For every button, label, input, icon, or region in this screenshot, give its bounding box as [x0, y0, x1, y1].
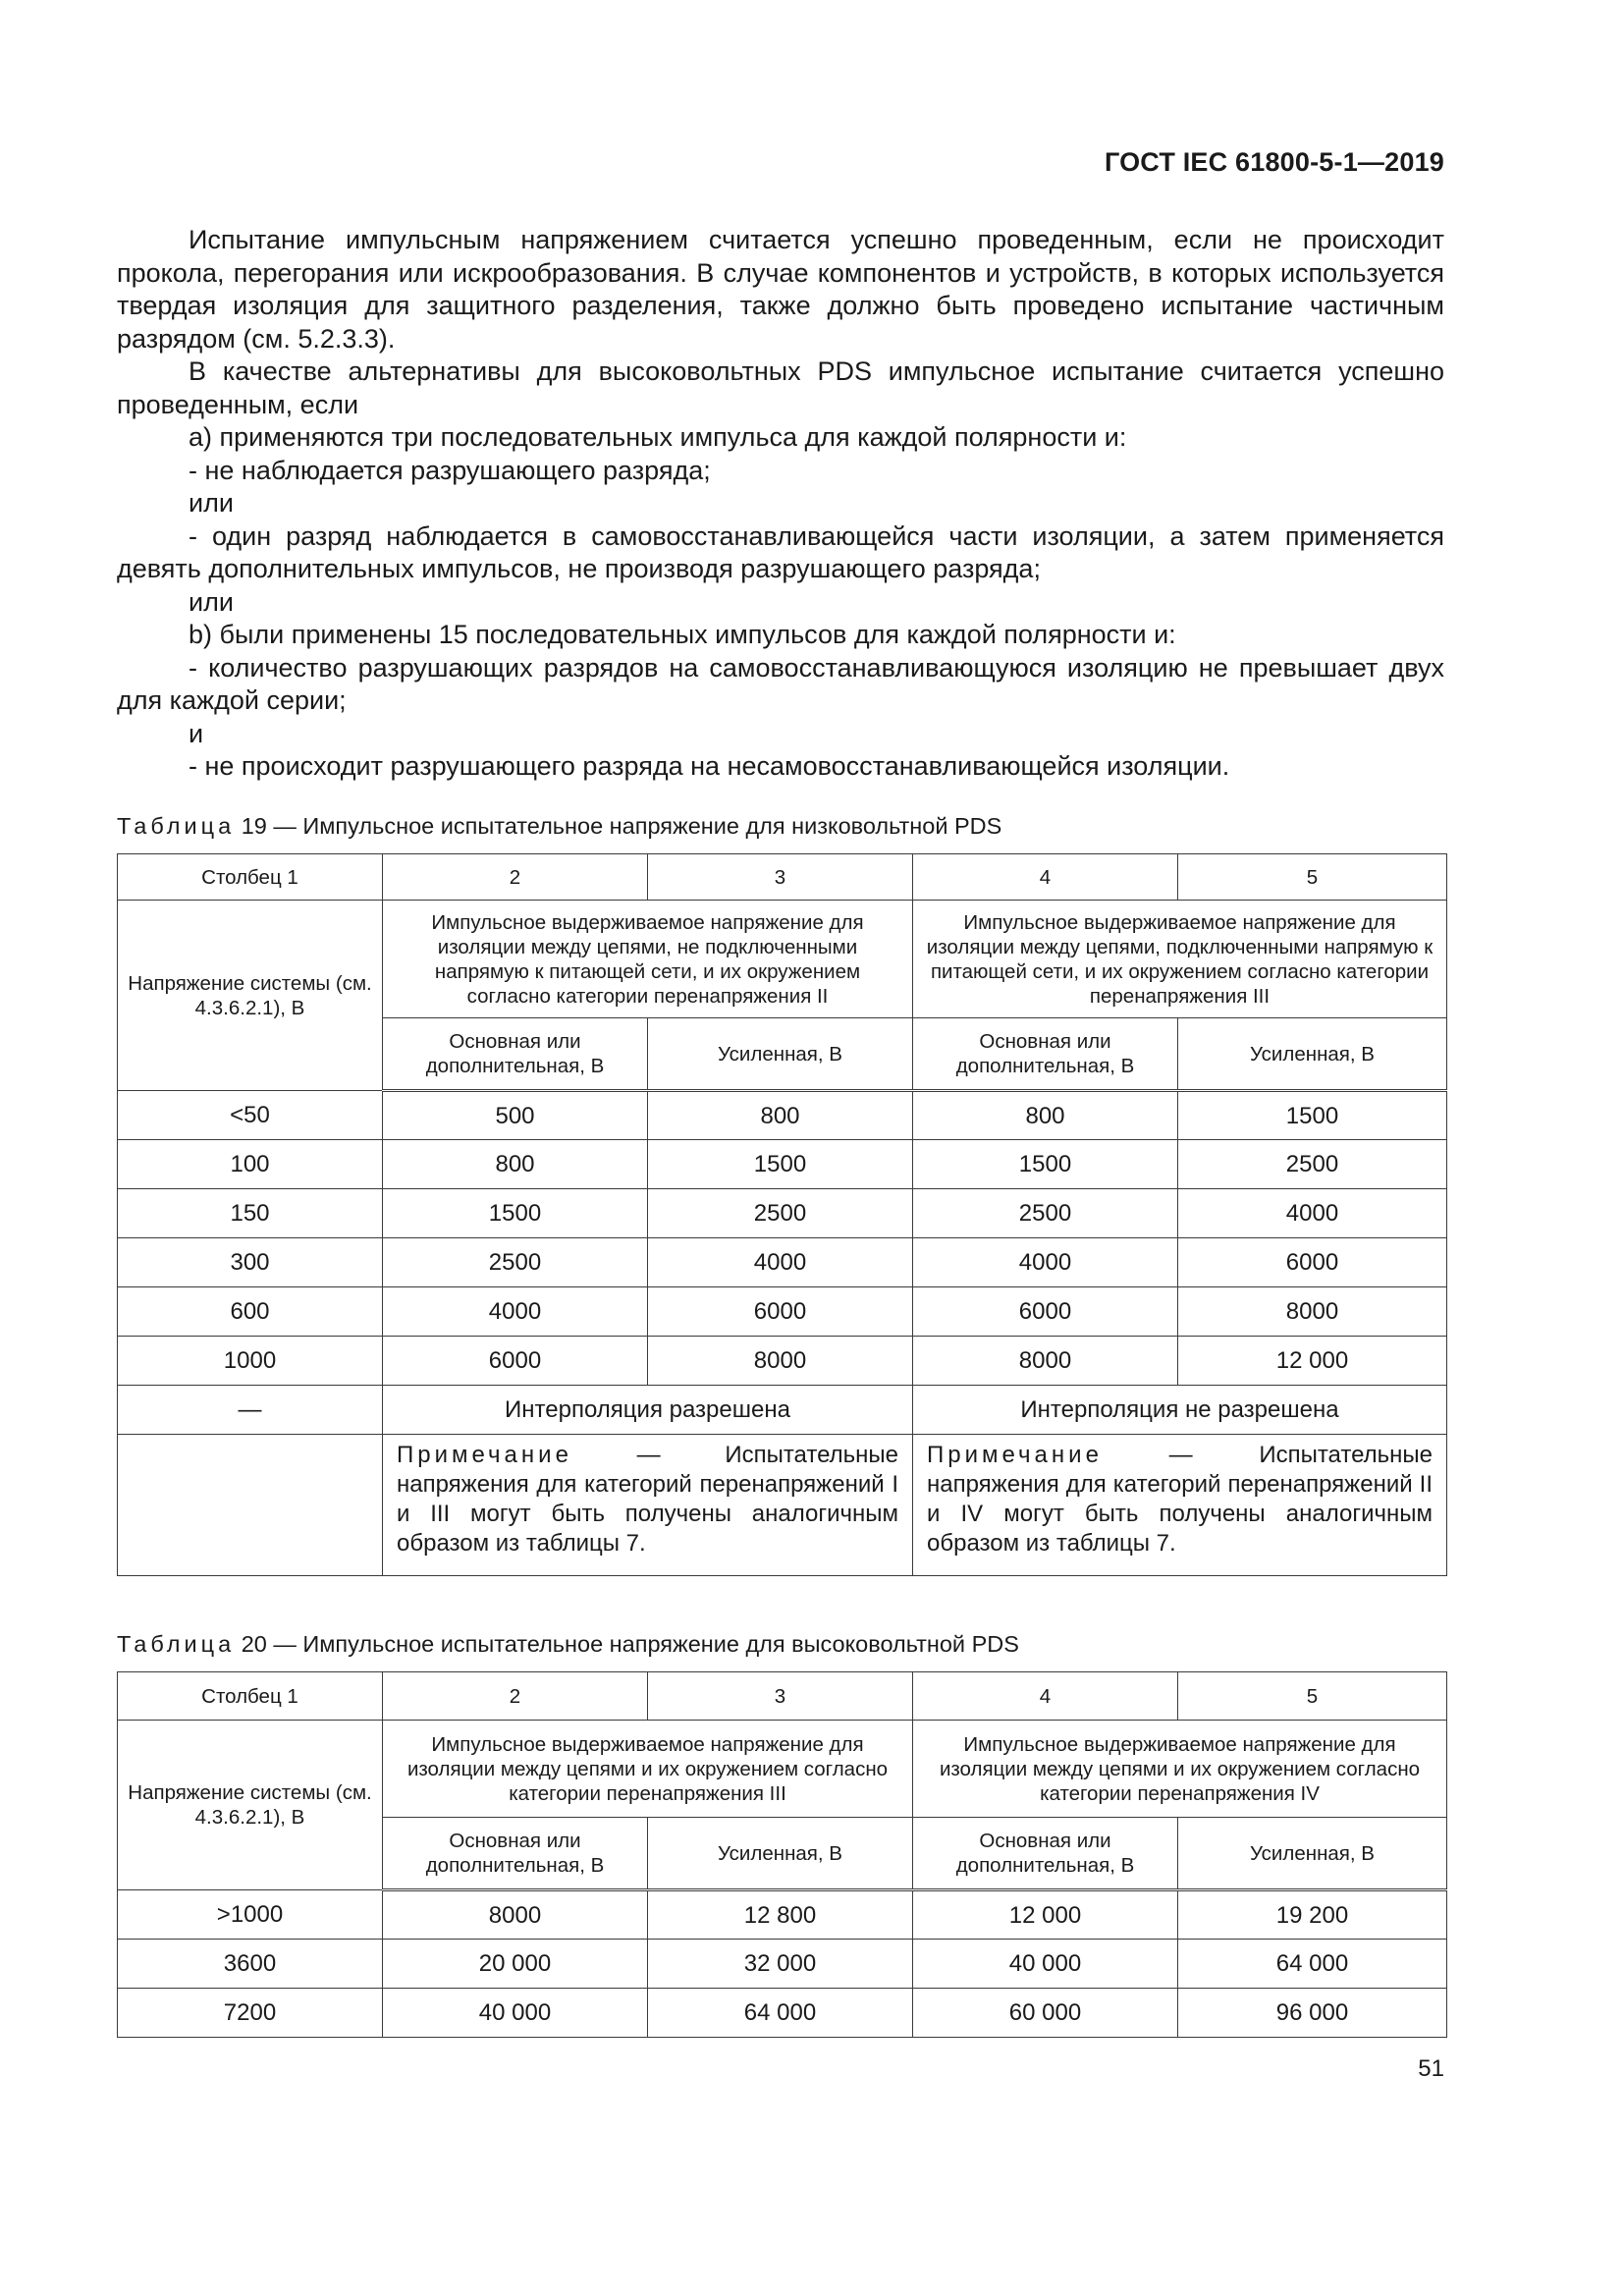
table-cell: 40 000: [913, 1940, 1178, 1989]
paragraph-impulse-test: Испытание импульсным напряжением считается успешно проведенным, если не происходит прокола, перегорания или искрообразования. В случае компонентов и устройств, в которых используется твердая изоляция для защитного разделения, также должно быть проведено испытание частичным разрядом (см. 5.2.3.3).: [117, 225, 1444, 354]
table-row: [118, 1940, 1447, 1989]
table-20-col-label: 3: [648, 1672, 913, 1721]
table-row: [118, 1337, 1447, 1386]
table-cell: 500: [383, 1091, 648, 1140]
condition-a: a) применяются три последовательных импульса для каждой полярности и:: [189, 422, 1127, 452]
note-text: — Испытательные напряжения для категорий перенапряжений II и IV могут быть получены аналогичным образом из таблицы 7.: [927, 1442, 1433, 1557]
table-row: [118, 1890, 1447, 1940]
table-20-group-header-row: [118, 1721, 1447, 1818]
table-cell: 96 000: [1178, 1989, 1447, 2038]
table-cell: 800: [648, 1091, 913, 1140]
table-cell: 300: [118, 1238, 383, 1287]
table-cell: 2500: [648, 1189, 913, 1238]
table-cell: 8000: [1178, 1287, 1447, 1337]
table-cell: 1500: [1178, 1091, 1447, 1140]
table-20-sub-reinforced: Усиленная, В: [1178, 1818, 1447, 1890]
table-cell: <50: [118, 1091, 383, 1140]
table-19-sub-basic: Основная или дополнительная, В: [913, 1018, 1178, 1091]
table-cell: 12 000: [913, 1890, 1178, 1940]
table-20: [117, 1671, 1447, 2038]
table-cell: 4000: [383, 1287, 648, 1337]
table-cell: 600: [118, 1287, 383, 1337]
conjunction-or-2: или: [189, 586, 234, 617]
table-19-col-label: Столбец 1: [118, 854, 383, 901]
note-label: Примечание: [927, 1442, 1103, 1468]
table-19-row-header: Напряжение системы (см. 4.3.6.2.1), В: [118, 901, 383, 1091]
table-19-group-a: Импульсное выдерживаемое напряжение для изоляции между цепями, не подключенными напрямую к питающей сети, и их окружением согласно категории перенапряжения II: [383, 901, 913, 1018]
table-20-caption: [117, 1631, 1019, 1658]
note-label: Примечание: [397, 1442, 572, 1468]
table-cell: 1500: [648, 1140, 913, 1189]
condition-b-item-1: - количество разрушающих разрядов на самовосстанавливающуюся изоляцию не превышает двух для каждой серии;: [117, 652, 1444, 715]
table-cell: 12 000: [1178, 1337, 1447, 1386]
table-19-col-label: 2: [383, 854, 648, 901]
table-cell: 4000: [913, 1238, 1178, 1287]
table-row: [118, 1189, 1447, 1238]
table-cell: 800: [383, 1140, 648, 1189]
table-19-note-b: [913, 1435, 1447, 1576]
document-header: ГОСТ IEC 61800-5-1—2019: [1104, 147, 1444, 177]
table-19-col-label: 5: [1178, 854, 1447, 901]
table-20-column-numbers: [118, 1672, 1447, 1721]
table-row: [118, 1287, 1447, 1337]
table-cell: 7200: [118, 1989, 383, 2038]
table-19-sub-reinforced: Усиленная, В: [1178, 1018, 1447, 1091]
table-cell: 6000: [648, 1287, 913, 1337]
table-cell: 150: [118, 1189, 383, 1238]
table-19-caption: [117, 813, 1001, 840]
table-19-col-label: 4: [913, 854, 1178, 901]
condition-b: b) были применены 15 последовательных импульсов для каждой полярности и:: [189, 620, 1176, 649]
table-20-caption-word: Таблица: [117, 1631, 236, 1657]
table-cell: 60 000: [913, 1989, 1178, 2038]
table-row: [118, 1238, 1447, 1287]
table-19-caption-word: Таблица: [117, 813, 236, 839]
condition-b-item-2: - не происходит разрушающего разряда на несамовосстанавливающейся изоляции.: [189, 751, 1230, 781]
table-cell: 6000: [1178, 1238, 1447, 1287]
table-cell: 2500: [383, 1238, 648, 1287]
table-cell: 100: [118, 1140, 383, 1189]
table-cell: 19 200: [1178, 1890, 1447, 1940]
table-cell: 2500: [913, 1189, 1178, 1238]
table-cell: 4000: [1178, 1189, 1447, 1238]
table-cell: 40 000: [383, 1989, 648, 2038]
table-cell: 8000: [648, 1337, 913, 1386]
table-20-row-header: Напряжение системы (см. 4.3.6.2.1), В: [118, 1721, 383, 1890]
page-number: 51: [1418, 2055, 1444, 2082]
table-cell: 1500: [913, 1140, 1178, 1189]
note-text: — Испытательные напряжения для категорий перенапряжений I и III могут быть получены аналогичным образом из таблицы 7.: [397, 1442, 898, 1557]
table-cell: 20 000: [383, 1940, 648, 1989]
condition-a-item-2: - один разряд наблюдается в самовосстанавливающейся части изоляции, а затем применяется девять дополнительных импульсов, не производя разрушающего разряда;: [117, 520, 1444, 583]
table-cell: 2500: [1178, 1140, 1447, 1189]
table-19: [117, 853, 1447, 1576]
body-text: [117, 224, 1444, 784]
table-20-caption-text: 20 — Импульсное испытательное напряжение для высоковольтной PDS: [241, 1631, 1019, 1657]
table-cell: 4000: [648, 1238, 913, 1287]
table-20-col-label: 5: [1178, 1672, 1447, 1721]
table-cell: >1000: [118, 1890, 383, 1940]
table-19-note-row: [118, 1435, 1447, 1576]
table-cell: 64 000: [1178, 1940, 1447, 1989]
table-19-note-a: [383, 1435, 913, 1576]
table-19-column-numbers: [118, 854, 1447, 901]
table-19-interpolation-row: [118, 1386, 1447, 1435]
table-19-interpolation-allowed: Интерполяция разрешена: [383, 1386, 913, 1435]
table-19-group-b: Импульсное выдерживаемое напряжение для изоляции между цепями, подключенными напрямую к питающей сети, и их окружением согласно категории перенапряжения III: [913, 901, 1447, 1018]
table-row: [118, 1091, 1447, 1140]
table-19-caption-text: 19 — Импульсное испытательное напряжение для низковольтной PDS: [241, 813, 1002, 839]
conjunction-or-1: или: [189, 488, 234, 518]
table-cell: 32 000: [648, 1940, 913, 1989]
table-cell: 3600: [118, 1940, 383, 1989]
table-19-interpolation-not-allowed: Интерполяция не разрешена: [913, 1386, 1447, 1435]
table-20-col-label: 2: [383, 1672, 648, 1721]
table-20-col-label: Столбец 1: [118, 1672, 383, 1721]
table-20-sub-reinforced: Усиленная, В: [648, 1818, 913, 1890]
table-row: [118, 1989, 1447, 2038]
table-20-col-label: 4: [913, 1672, 1178, 1721]
table-19-group-header-row: [118, 901, 1447, 1018]
table-20-group-b: Импульсное выдерживаемое напряжение для изоляции между цепями и их окружением согласно категории перенапряжения IV: [913, 1721, 1447, 1818]
table-cell-empty: [118, 1435, 383, 1576]
table-cell: 6000: [913, 1287, 1178, 1337]
table-19-sub-reinforced: Усиленная, В: [648, 1018, 913, 1091]
paragraph-alternative: В качестве альтернативы для высоковольтных PDS импульсное испытание считается успешно проведенным, если: [117, 356, 1444, 419]
table-cell: 8000: [913, 1337, 1178, 1386]
table-19-sub-basic: Основная или дополнительная, В: [383, 1018, 648, 1091]
table-cell: 1500: [383, 1189, 648, 1238]
table-cell: 8000: [383, 1890, 648, 1940]
table-19-col-label: 3: [648, 854, 913, 901]
table-20-sub-basic: Основная или дополнительная, В: [383, 1818, 648, 1890]
table-cell: 1000: [118, 1337, 383, 1386]
table-cell: 6000: [383, 1337, 648, 1386]
table-cell: 12 800: [648, 1890, 913, 1940]
table-20-group-a: Импульсное выдерживаемое напряжение для изоляции между цепями и их окружением согласно категории перенапряжения III: [383, 1721, 913, 1818]
table-cell: 64 000: [648, 1989, 913, 2038]
conjunction-and: и: [189, 718, 204, 748]
condition-a-item-1: - не наблюдается разрушающего разряда;: [189, 455, 711, 485]
table-cell: 800: [913, 1091, 1178, 1140]
table-20-sub-basic: Основная или дополнительная, В: [913, 1818, 1178, 1890]
table-row: [118, 1140, 1447, 1189]
table-cell: —: [118, 1386, 383, 1435]
